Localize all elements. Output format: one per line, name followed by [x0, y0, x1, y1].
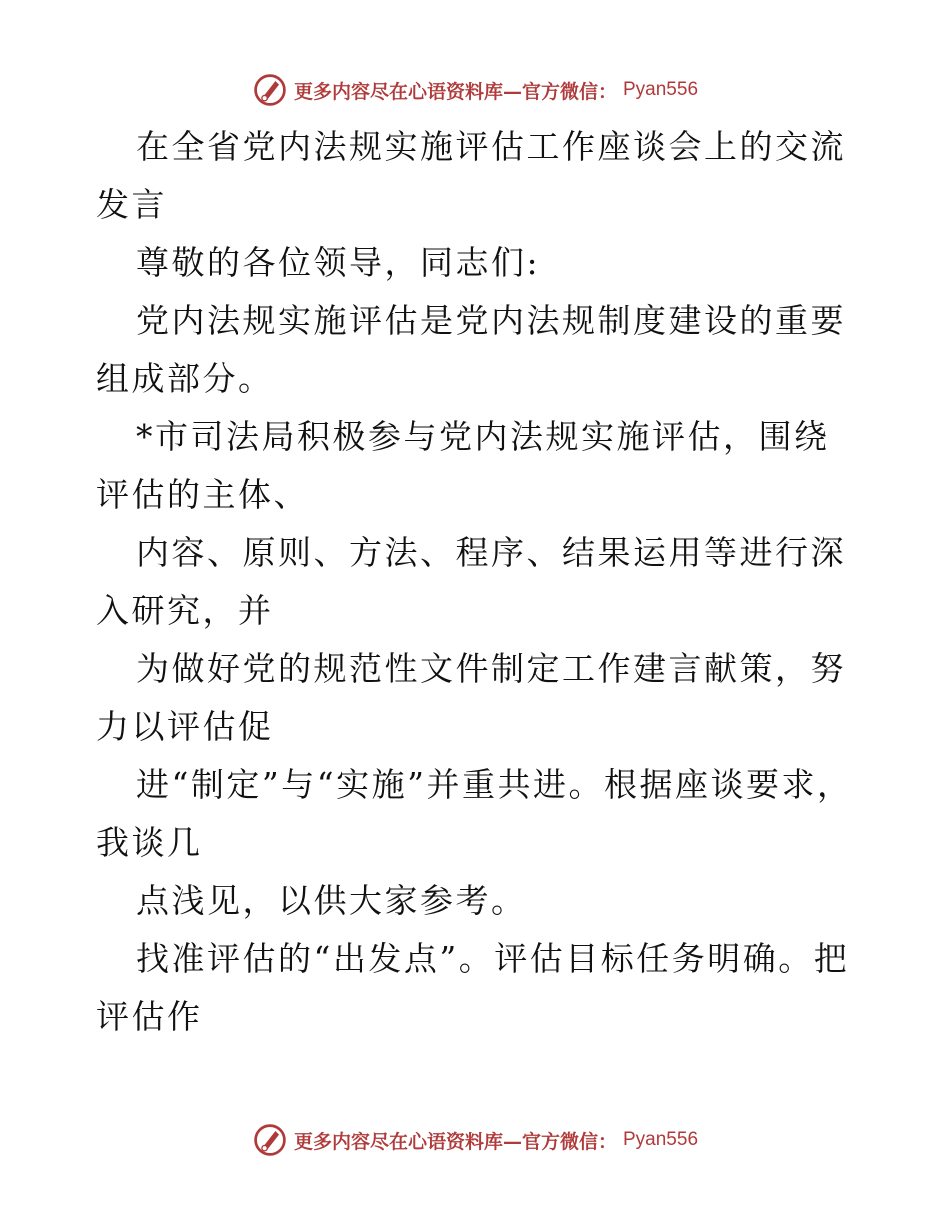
document-title: 在全省党内法规实施评估工作座谈会上的交流发言 — [96, 127, 846, 224]
footer-banner-wechat-id: Pyan556 — [623, 1129, 699, 1150]
paragraph: 点浅见，以供大家参考。 — [136, 881, 527, 920]
header-banner — [0, 70, 950, 110]
paragraph: 内容、原则、方法、程序、结果运用等进行深入研究，并 — [96, 533, 846, 630]
paragraph: *市司法局积极参与党内法规实施评估，围绕评估的主体、 — [96, 417, 830, 514]
header-banner-wechat-id: Pyan556 — [623, 79, 699, 100]
header-banner-text: 更多内容尽在心语资料库—官方微信： — [293, 80, 617, 103]
paragraph: 为做好党的规范性文件制定工作建言献策，努力以评估促 — [96, 649, 846, 746]
footer-banner-text: 更多内容尽在心语资料库—官方微信： — [293, 1130, 617, 1153]
salutation: 尊敬的各位领导，同志们: — [136, 243, 541, 282]
document-body — [96, 118, 856, 1046]
footer-banner — [0, 1120, 950, 1160]
pen-nib-logo-icon — [252, 1122, 288, 1158]
pen-nib-logo-icon — [252, 72, 288, 108]
paragraph: 进“制定”与“实施”并重共进。根据座谈要求，我谈几 — [96, 765, 853, 862]
paragraph: 找准评估的“出发点”。评估目标任务明确。把评估作 — [96, 939, 850, 1036]
paragraph: 党内法规实施评估是党内法规制度建设的重要组成部分。 — [96, 301, 846, 398]
